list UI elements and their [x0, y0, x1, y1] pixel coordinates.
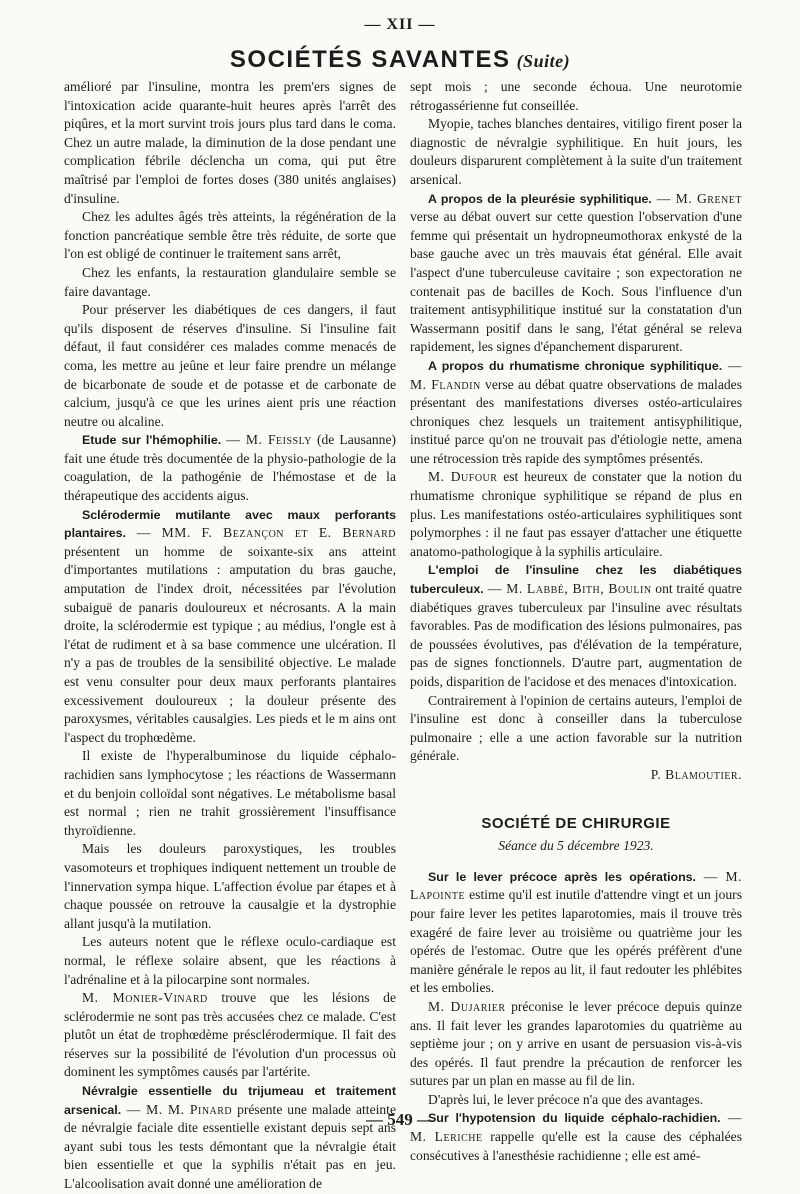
article-text: présente une malade atteinte de névralgie faciale dite essentielle existant depuis sept ans ayant subi tous les tests démontant que la névralgie était bien essentielle et que la syphilis n'était pas en jeu. L'alcoolisation avait donné une amélioration de [64, 1101, 396, 1192]
section-title: SOCIÉTÉ DE CHIRURGIE [481, 814, 671, 832]
paragraph: sept mois ; une seconde échoua. Une neurotomie rétrogassérienne fut conseillée. [410, 79, 742, 113]
paragraph: Mais les douleurs paroxystiques, les troubles vasomoteurs et trophiques indiquent nettement un trouble de l'innervation sympa hique. L'affection évolue par étapes et à chaque poussée on retrouve la causalgie et la dystrophie allant jusqu'à la mutilation. [64, 841, 396, 931]
article [410, 190, 742, 357]
author: M. Monier-Vinard [82, 990, 208, 1006]
author: — M. Lapointe [410, 868, 742, 903]
paragraph [410, 998, 742, 1091]
article [64, 431, 396, 505]
right-column [410, 78, 742, 1165]
page-number: — 549 — [366, 1110, 434, 1129]
paragraph: amélioré par l'insuline, montra les prem'ers signes de l'intoxication acide quarante-huit heures après l'arrêt des piqûres, et la mort survint trois jours plus tard dans le coma. Chez un autre malade, la diminution de la dose pendant une complication fébrile déclencha un coma, qui put être maîtrisé par l'emploi de fortes doses (380 unités anglaises) d'insuline. [64, 79, 396, 206]
author: M. Dufour [428, 469, 498, 485]
article-heading: Sur l'hypotension du liquide céphalo-rachidien. [428, 1111, 721, 1126]
article [410, 357, 742, 469]
article-text: verse au débat ouvert sur cette question l'observation d'une femme qui présentait un hydropneumothorax enkysté de la base gauche avec un très mauvais état général. Elle avait l'aspect d'une tuberculeuse cavitaire ; son expectoration ne contenait pas de bacilles de Koch. Sous l'influence d'un traitement antisyphilitique institué sur la constatation d'un Wassermann positif dans le sang, l'état général se releva rapidement, les signes d'épanchement disparurent. [410, 209, 742, 355]
author: — MM. F. Bezançon et E. Bernard [125, 525, 396, 541]
paragraph-text: est heureux de constater que la notion du rhumatisme chronique syphilitique se répand de plus en plus. Les manifestations ostéo-articulaires syphilitiques sont polymorphes : il ne faut pas essayer d'attacher une étiquette anatomo-pathologique à la syphilis articulaire. [410, 469, 742, 559]
author: — M. Labbé, Bith, Boulin [483, 581, 652, 597]
left-column [64, 78, 396, 1194]
article-heading: Névralgie essentielle du trijumeau et traitement arsenical. [64, 1084, 396, 1117]
article [64, 506, 396, 748]
article [410, 868, 742, 998]
running-head [0, 46, 800, 74]
article-heading: Sclérodermie mutilante avec maux perforants plantaires. [64, 507, 396, 541]
paragraph: Il existe de l'hyperalbuminose du liquide céphalo-rachidien sans lymphocytose ; les réactions de Wassermann et du benjoin colloïdal sont négatives. Le métabolisme basal est normal ; rien ne trahit grossièrement l'insuffisance thyroïdienne. [64, 748, 396, 838]
paragraph-text: préconise le lever précoce depuis quinze ans. Il fait lever les grandes laparotomies du quatrième au septième jour ; on y arrive en usant de persuasion vis-à-vis des opérés. Il faut prendre la précaution de renforcer les sutures par un plan en masse au fil de lin. [410, 998, 742, 1089]
article [64, 1082, 396, 1194]
paragraph [410, 468, 742, 561]
folio: — XII — [364, 16, 436, 33]
paragraph [64, 989, 396, 1082]
article-heading: A propos de la pleurésie syphilitique. [428, 191, 652, 206]
running-head-title: SOCIÉTÉS SAVANTES [229, 46, 511, 73]
article-text: ont traité quatre diabétiques graves tuberculeux par l'insuline avec résultats favorables. Pas de modification des lésions pulmonaires, pas de poussées évolutives, pas d'élévation de la température, pas de signes fonctionnels. D'autre part, augmentation de poids, disparition de l'acidose et des menaces d'intoxication. [410, 581, 742, 689]
paragraph: Chez les adultes âgés très atteints, la régénération de la fonction pancréatique semble être très réduite, de sorte que l'on est obligé de continuer le traitement sans arrêt, [64, 209, 396, 262]
paragraph: Myopie, taches blanches dentaires, vitiligo firent poser la diagnostic de névralgie syphilitique. En huit jours, les douleurs disparurent complètement à la suite d'un traitement arsenical. [410, 116, 742, 187]
paragraph: Pour préserver les diabétiques de ces dangers, il faut qu'ils disposent de réserves d'insuline. Si l'insuline fait défaut, il faut considérer ces malades comme menacés de coma, les mettre au jeûne et leur faire prendre un mélange de bicarbonate de soude et de potasse et de carbonate de calcium, jusqu'à ce que les urines aient pris une réaction neutre ou alcaline. [64, 302, 396, 429]
paragraph: Chez les enfants, la restauration glandulaire semble se faire davantage. [64, 264, 396, 299]
paragraph: Les auteurs notent que le réflexe oculo-cardiaque est normal, le réflexe solaire absent, que les réactions à l'adrénaline et à la pilocarpine sont normales. [64, 934, 396, 987]
article-text: rappelle qu'elle est la cause des céphalées consécutives à l'anesthésie rachidienne ; elle est amé- [410, 1129, 743, 1163]
article-heading: Etude sur l'hémophilie. [82, 433, 222, 448]
author: — M. Leriche [410, 1110, 742, 1145]
running-head-suffix: (Suite) [516, 51, 571, 71]
author: — M. M. Pinard [121, 1101, 233, 1117]
article-heading: A propos du rhumatisme chronique syphilitique. [428, 358, 723, 373]
author: — M. Flandin [410, 357, 742, 392]
author: — M. Grenet [651, 190, 742, 206]
article-heading: L'emploi de l'insuline chez les diabétiques tuberculeux. [410, 563, 742, 597]
article-heading: Sur le lever précoce après les opérations. [428, 869, 696, 884]
signature: P. Blamoutier. [650, 766, 742, 782]
paragraph: Contrairement à l'opinion de certains auteurs, l'emploi de l'insuline est donc à conseiller dans la tuberculose pulmonaire ; elle a une action favorable sur la nutrition générale. [410, 692, 742, 764]
article-text: verse au débat quatre observations de malades présentant des manifestations diverses ostéo-articulaires chroniques chez lesquels un traitement antisyphilitique, institué parce qu'on ne trouvait pas d'étiologie nette, amena une rétrocession très rapide des symptômes présentés. [410, 376, 742, 466]
paragraph: D'après lui, le lever précoce n'a que des avantages. [428, 1091, 704, 1107]
article [410, 561, 742, 691]
article-text: présentent un homme de soixante-six ans atteint d'importantes mutilations : amputation du bras gauche, amputation de l'index droit, nécessitées par l'évolution subaiguë de panaris douloureux et nécrosants. A la main droite, la sclérodermie est typique ; au médius, l'ongle est à l'état de rudiment et à sa base commence une ulcération. Il n'y a pas de troubles de la sensibilité objective. Le malade est venu consulter pour deux maux perforants plantaires excessivement douloureux ; la douleur présente des paroxysmes, véritables causalgies. Les pieds et le m ains ont l'aspect du trophœdème. [64, 543, 396, 745]
session-date: Séance du 5 décembre 1923. [498, 838, 654, 854]
author: — M. Feissly [226, 432, 312, 448]
article-text: estime qu'il est inutile d'attendre vingt et un jours pour faire lever les petites laparotomies, mais il trouve très exagéré de faire lever au troisième ou quatrième jour les opérés de l'estomac. Outre que les opérés préfèrent d'une manière générale le repos au lit, il faut redouter les phlébites et les embolies. [410, 887, 742, 996]
paragraph-text: trouve que les lésions de sclérodermie ne sont pas très accusées chez ce malade. C'est plutôt un état de trophœdème présclérodermique. Il fait des réserves sur la possibilité de l'évolution d'un processus où dominent les symptômes causés par l'artérite. [64, 990, 396, 1080]
article-text: (de Lausanne) fait une étude très documentée de la physio-pathologie de la coagulation, de la pathogénie de l'hémostase et de la thérapeutique des accidents aigus. [64, 432, 397, 504]
author: M. Dujarier [428, 998, 506, 1014]
